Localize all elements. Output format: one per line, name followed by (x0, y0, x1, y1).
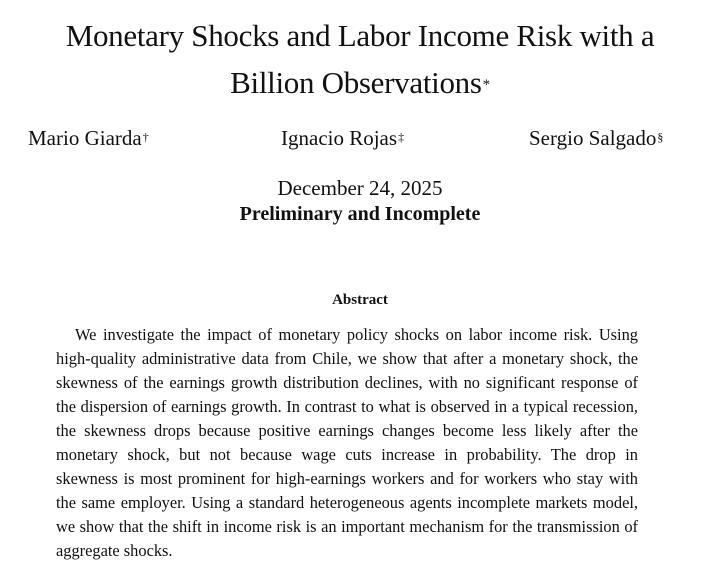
abstract-heading: Abstract (332, 292, 388, 308)
abstract-body: We investigate the impact of monetary policy shocks on labor income risk. Using high-quality administrative data from Chile, we show that after a monetary shock, the skewness of the earnings growth distribution declines, with no significant response of the dispersion of earnings growth. In contrast to what is observed in a typical recession, the skewness drops because positive earnings changes become less likely after the monetary shock, but not because wage cuts increase in probability. The drop in skewness is most prominent for high-earnings workers and for workers who stay with the same employer. Using a standard heterogeneous agents incomplete markets model, we show that the shift in income risk is an important mechanism for the transmission of aggregate shocks. (56, 325, 638, 560)
title-text-2: Billion Observations (230, 65, 482, 100)
title-footnote-mark[interactable]: * (482, 77, 490, 93)
author-sergio-salgado (529, 124, 663, 152)
author-mario-giarda (28, 124, 149, 152)
author-name: Mario Giarda (28, 126, 142, 150)
author-footnote-mark[interactable]: ‡ (398, 130, 405, 144)
author-name: Sergio Salgado (529, 126, 657, 150)
paper-title-line-2 (0, 61, 720, 105)
paper-title-line-1 (0, 14, 720, 58)
title-text-1: Monetary Shocks and Labor Income Risk with a (65, 18, 655, 53)
paper-status: Preliminary and Incomplete (239, 203, 481, 225)
paper-date: December 24, 2025 (277, 176, 443, 200)
author-footnote-mark[interactable]: † (142, 130, 149, 144)
author-name: Ignacio Rojas (281, 126, 398, 150)
author-ignacio-rojas (281, 124, 404, 152)
author-footnote-mark[interactable]: § (657, 130, 664, 144)
